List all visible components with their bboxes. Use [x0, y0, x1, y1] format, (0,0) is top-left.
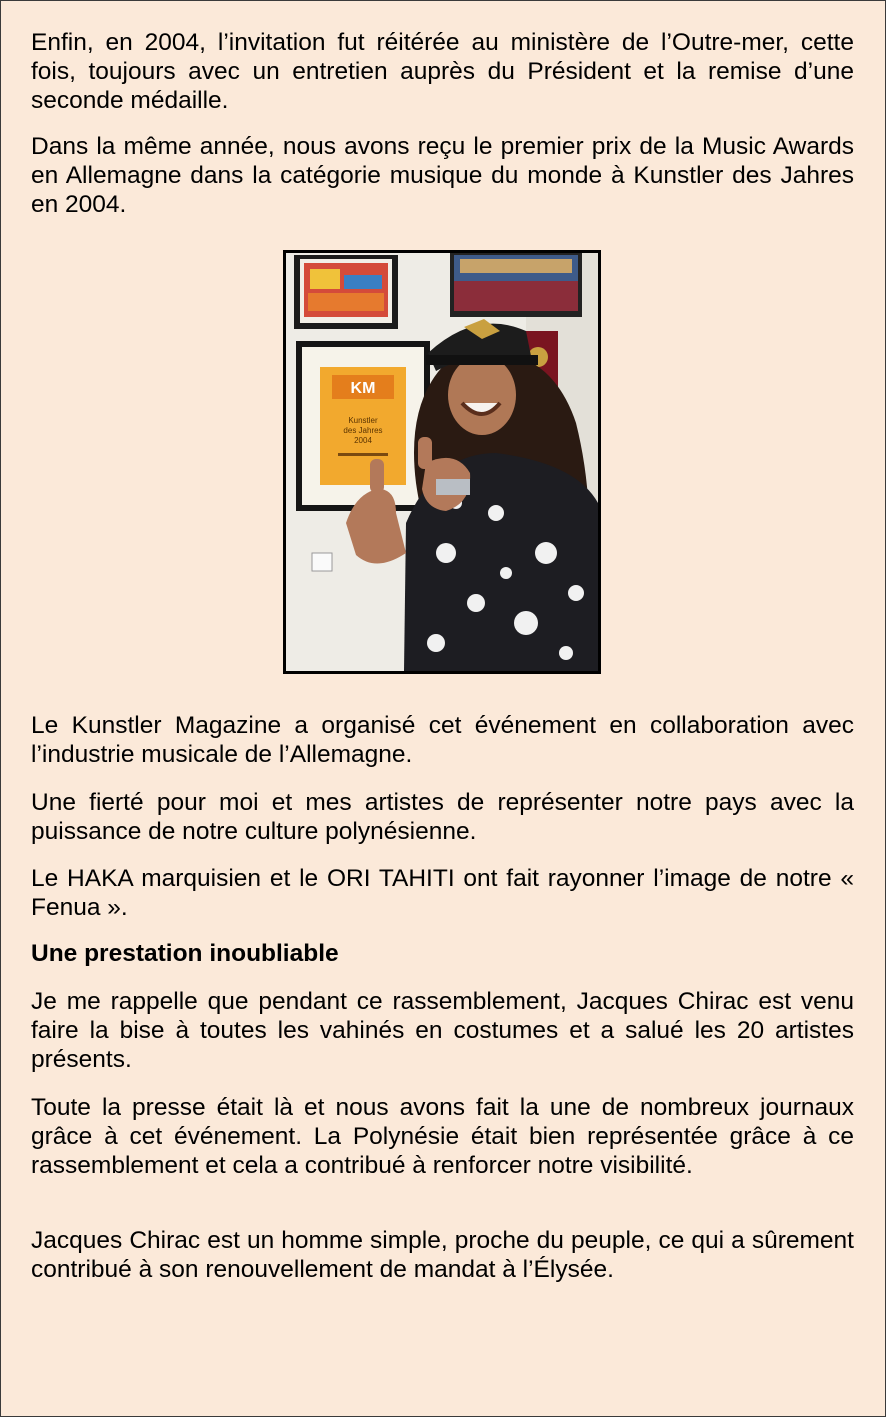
paragraph-chirac-simple: Jacques Chirac est un homme simple, proche du peuple, ce qui a sûrement contribué à son renouvellement de mandat à l’Élysée. [31, 1227, 854, 1283]
paragraph-pride: Une fierté pour moi et mes artistes de représenter notre pays avec la puissance de notre culture polynésienne. [31, 789, 854, 845]
paragraph-haka: Le HAKA marquisien et le ORI TAHITI ont fait rayonner l’image de notre « Fenua ». [31, 865, 854, 921]
certificate-line2: des Jahres [343, 426, 383, 435]
award-photo [283, 250, 601, 674]
paragraph-press: Toute la presse était là et nous avons fait la une de nombreux journaux grâce à cet événement. La Polynésie était bien représentée grâce à ce rassemblement et cela a contribué à renforcer notre visibilité. [31, 1094, 854, 1179]
paragraph-award: Dans la même année, nous avons reçu le premier prix de la Music Awards en Allemagne dans la catégorie musique du monde à Kunstler des Jahres en 2004. [31, 133, 854, 218]
certificate-year: 2004 [354, 436, 372, 445]
section-heading: Une prestation inoubliable [31, 940, 339, 967]
certificate-line1: Kunstler [348, 416, 378, 425]
paragraph-magazine: Le Kunstler Magazine a organisé cet événement en collaboration avec l’industrie musicale de l’Allemagne. [31, 712, 854, 768]
certificate-logo: KM [350, 380, 376, 397]
paragraph-intro: Enfin, en 2004, l’invitation fut réitérée au ministère de l’Outre-mer, cette fois, toujours avec un entretien auprès du Président et la remise d’une seconde médaille. [31, 29, 854, 114]
paragraph-chirac-visit: Je me rappelle que pendant ce rassemblement, Jacques Chirac est venu faire la bise à toutes les vahinés en costumes et a salué les 20 artistes présents. [31, 988, 854, 1073]
